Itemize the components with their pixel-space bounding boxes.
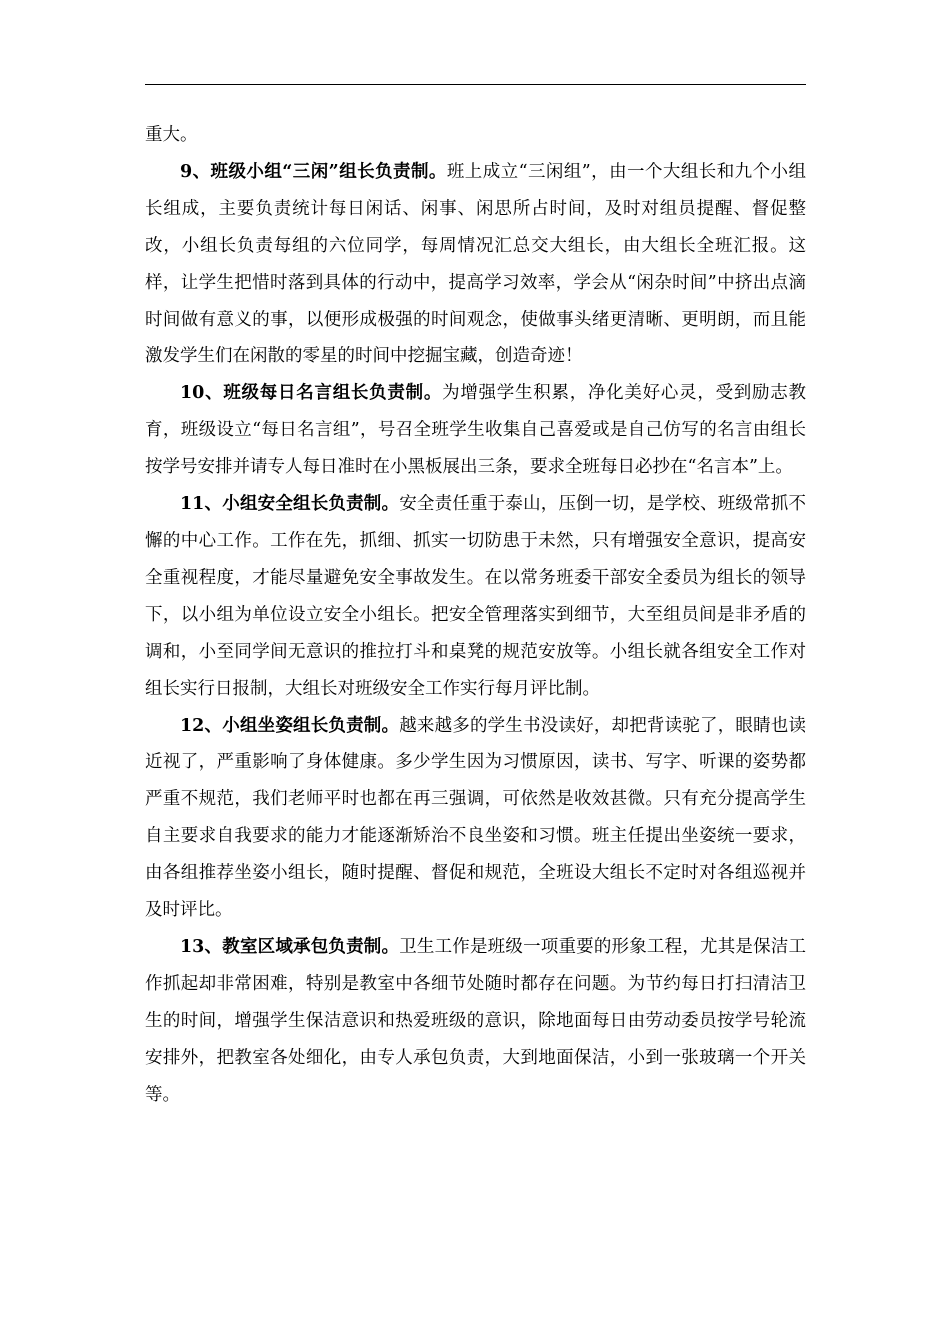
section-10-body: 为增强学生积累，净化美好心灵，受到励志教育，班级设立“每日名言组”，号召全班学生收集自己喜爱或是自己仿写的名言由组长按学号安排并请专人每日准时在小黑板展出三条，要求全班每日必抄在“名言本”上。 bbox=[145, 383, 806, 478]
section-11-heading: 11、小组安全组长负责制。 bbox=[180, 494, 400, 515]
header-rule bbox=[145, 84, 806, 85]
continuation-paragraph: 重大。 bbox=[145, 125, 198, 145]
section-11-body: 安全责任重于泰山，压倒一切，是学校、班级常抓不懈的中心工作。工作在先，抓细、抓实一切防患于未然，只有增强安全意识，提高安全重视程度，才能尽量避免安全事故发生。在以常务班委干部安全委员为组长的领导下，以小组为单位设立安全小组长。把安全管理落实到细节，大至组员间是非矛盾的调和，小至同学间无意识的推拉打斗和桌凳的规范安放等。小组长就各组安全工作对组长实行日报制，大组长对班级安全工作实行每月评比制。 bbox=[145, 494, 806, 699]
section-9-paragraph bbox=[145, 154, 806, 375]
section-13-body: 卫生工作是班级一项重要的形象工程，尤其是保洁工作抓起却非常困难，特别是教室中各细节处随时都存在问题。为节约每日打扫清洁卫生的时间，增强学生保洁意识和热爱班级的意识，除地面每日由劳动委员按学号轮流安排外，把教室各处细化，由专人承包负责，大到地面保洁，小到一张玻璃一个开关等。 bbox=[145, 936, 806, 1105]
section-13-paragraph bbox=[145, 929, 806, 1114]
section-12-paragraph bbox=[145, 708, 806, 929]
section-11-paragraph bbox=[145, 486, 806, 707]
section-12-heading: 12、小组坐姿组长负责制。 bbox=[180, 715, 400, 736]
section-9-body: 班上成立“三闲组”，由一个大组长和九个小组长组成，主要负责统计每日闲话、闲事、闲思所占时间，及时对组员提醒、督促整改，小组长负责每组的六位同学，每周情况汇总交大组长，由大组长全班汇报。这样，让学生把惜时落到具体的行动中，提高学习效率，学会从“闲杂时间”中挤出点滴时间做有意义的事，以便形成极强的时间观念，使做事头绪更清晰、更明朗，而且能激发学生们在闲散的零星的时间中挖掘宝藏，创造奇迹！ bbox=[145, 161, 806, 367]
section-12-body: 越来越多的学生书没读好，却把背读驼了，眼睛也读近视了，严重影响了身体健康。多少学生因为习惯原因，读书、写字、听课的姿势都严重不规范，我们老师平时也都在再三强调，可依然是收效甚微。只有充分提高学生自主要求自我要求的能力才能逐渐矫治不良坐姿和习惯。班主任提出坐姿统一要求，由各组推荐坐姿小组长，随时提醒、督促和规范，全班设大组长不定时对各组巡视并及时评比。 bbox=[145, 715, 806, 921]
document-body bbox=[145, 117, 806, 1113]
section-10-heading: 10、班级每日名言组长负责制。 bbox=[180, 383, 443, 404]
section-10-paragraph bbox=[145, 375, 806, 486]
section-13-heading: 13、教室区域承包负责制。 bbox=[180, 936, 400, 957]
section-9-heading: 9、班级小组“三闲”组长负责制。 bbox=[180, 161, 447, 182]
